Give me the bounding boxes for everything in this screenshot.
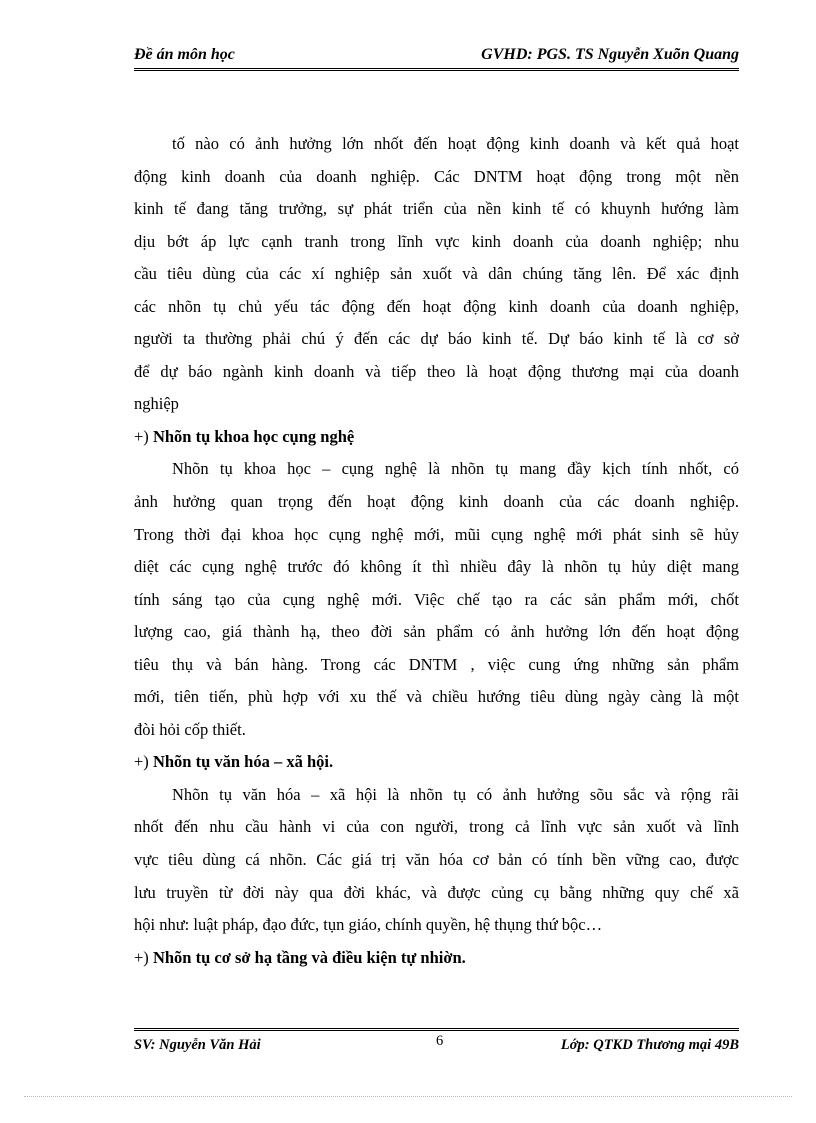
paragraph-culture bbox=[134, 779, 739, 942]
page-header bbox=[134, 42, 739, 71]
paragraph-line: Nhõn tụ khoa học – cụng nghệ là nhõn tụ mang đầy kịch tính nhốt, có bbox=[172, 459, 739, 479]
paragraph-line: cầu tiêu dùng của các xí nghiệp sản xuốt và dân chúng tăng lên. Để xác định bbox=[134, 264, 739, 284]
heading-prefix: +) bbox=[134, 426, 149, 446]
paragraph-line: tiêu thụ và bán hàng. Trong các DNTM , việc cung ứng những sản phẩm bbox=[134, 654, 739, 674]
paragraph-line: Trong thời đại khoa học cụng nghệ mới, mũi cụng nghệ mới phát sinh sẽ hủy bbox=[134, 524, 739, 544]
page-footer bbox=[134, 1028, 739, 1061]
section-heading-infrastructure bbox=[134, 942, 739, 975]
paragraph-line: lượng cao, giá thành hạ, theo đời sản phẩm có ảnh hưởng lớn đến hoạt động bbox=[134, 622, 739, 642]
paragraph-line: mới, tiên tiến, phù hợp với xu thế và chiều hướng tiêu dùng ngày càng là một bbox=[134, 687, 739, 707]
paragraph-line: các nhõn tụ chủ yếu tác động đến hoạt động kinh doanh của doanh nghiệp, bbox=[134, 296, 739, 316]
paragraph-line: vực tiêu dùng cá nhõn. Các giá trị văn hóa cơ bản có tính bền vững cao, được bbox=[134, 850, 739, 870]
heading-prefix: +) bbox=[134, 752, 149, 772]
footer-class-name: Lớp: QTKD Thương mại 49B bbox=[560, 1037, 739, 1053]
page-number: 6 bbox=[436, 1033, 444, 1049]
paragraph-economic bbox=[134, 128, 739, 421]
paragraph-line: để dự báo ngành kinh doanh và tiếp theo là hoạt động thương mại của doanh bbox=[134, 361, 739, 381]
paragraph-line: tố nào có ảnh hưởng lớn nhốt đến hoạt động kinh doanh và kết quả hoạt bbox=[172, 134, 739, 153]
header-supervisor: GVHD: PGS. TS Nguyễn Xuõn Quang bbox=[481, 46, 739, 63]
paragraph-line: tính sáng tạo của cụng nghệ mới. Việc chế tạo ra các sản phẩm mới, chốt bbox=[134, 589, 739, 609]
document-body bbox=[134, 128, 739, 974]
paragraph-line: nghiệp bbox=[134, 394, 179, 414]
paragraph-line: nhốt đến nhu cầu hành vi của con người, trong cả lĩnh vực sản xuốt và lĩnh bbox=[134, 817, 739, 837]
heading-title: Nhõn tụ khoa học cụng nghệ bbox=[152, 426, 355, 446]
footer-student-name: SV: Nguyễn Văn Hải bbox=[134, 1037, 261, 1053]
paragraph-line: kinh tế đang tăng trưởng, sự phát triển của nền kinh tế có khuynh hướng làm bbox=[134, 199, 739, 219]
paragraph-line: đòi hỏi cốp thiết. bbox=[134, 719, 246, 739]
paragraph-line: người ta thường phải chú ý đến các dự báo kinh tế. Dự báo kinh tế là cơ sở bbox=[134, 329, 739, 349]
paragraph-line: diệt các cụng nghệ trước đó không ít thì nhiều đây là nhõn tụ hủy diệt mang bbox=[134, 557, 739, 577]
heading-prefix: +) bbox=[134, 947, 149, 967]
header-course-title: Đề án môn học bbox=[134, 46, 235, 63]
heading-title: Nhõn tụ cơ sở hạ tầng và điều kiện tự nhiờn. bbox=[152, 947, 466, 967]
paragraph-line: lưu truyền từ đời này qua đời khác, và được củng cụ bằng những quy chế xã bbox=[134, 882, 739, 902]
paragraph-line: ảnh hưởng quan trọng đến hoạt động kinh doanh của các doanh nghiệp. bbox=[134, 492, 739, 512]
paragraph-line: hội như: luật pháp, đạo đức, tụn giáo, chính quyền, hệ thụng thứ bộc… bbox=[134, 915, 603, 935]
heading-title: Nhõn tụ văn hóa – xã hội. bbox=[152, 752, 334, 772]
paragraph-line: Nhõn tụ văn hóa – xã hội là nhõn tụ có ảnh hưởng sõu sắc và rộng rãi bbox=[172, 784, 739, 804]
section-heading-technology bbox=[134, 421, 739, 454]
paragraph-line: dịu bớt áp lực cạnh tranh trong lĩnh vực kinh doanh của doanh nghiệp; nhu bbox=[134, 231, 739, 251]
section-heading-culture bbox=[134, 746, 739, 779]
paragraph-technology bbox=[134, 453, 739, 746]
page-break-divider bbox=[24, 1096, 792, 1097]
paragraph-line: động kinh doanh của doanh nghiệp. Các DNTM hoạt động trong một nền bbox=[134, 166, 739, 186]
